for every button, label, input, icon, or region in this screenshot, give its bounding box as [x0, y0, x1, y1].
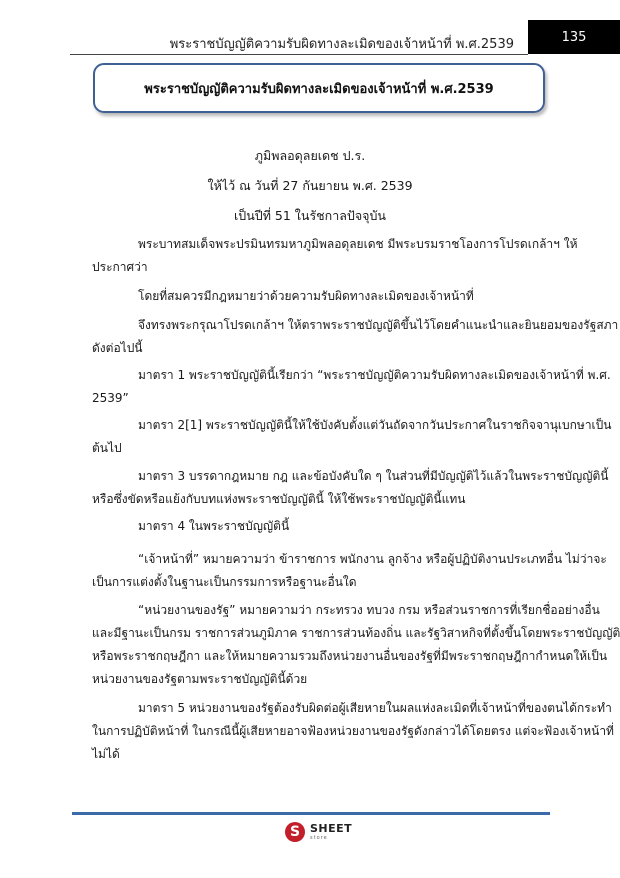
- paragraph-line: มาตรา 3 บรรดากฎหมาย กฎ และข้อบังคับใด ๆ ในส่วนที่มีบัญญัติไว้แล้วในพระราชบัญญัตินี้: [138, 469, 609, 483]
- document-title: พระราชบัญญัติความรับผิดทางละเมิดของเจ้าหน้าที่ พ.ศ.2539: [144, 81, 494, 97]
- paragraph-line: พระบาทสมเด็จพระปรมินทรมหาภูมิพลอดุลยเดช มีพระบรมราชโองการโปรดเกล้าฯ ให้: [138, 237, 578, 251]
- section-3: [92, 465, 609, 511]
- paragraph-line: หรือซึ่งขัดหรือแย้งกับบทแห่งพระราชบัญญัตินี้ ให้ใช้พระราชบัญญัตินี้แทน: [92, 492, 466, 506]
- header-rule: [70, 54, 528, 55]
- footer-rule: [72, 812, 550, 815]
- paragraph-line: หรือพระราชกฤษฎีกา และให้หมายความรวมถึงหน่วยงานอื่นของรัฐที่มีพระราชกฤษฎีกากำหนดให้เป็น: [92, 649, 608, 663]
- section-1: [92, 364, 611, 410]
- paragraph-line: มาตรา 2[1] พระราชบัญญัตินี้ให้ใช้บังคับตั้งแต่วันถัดจากวันประกาศในราชกิจจานุเบกษาเป็น: [138, 418, 612, 432]
- definition-state-agency: [92, 599, 620, 691]
- section-5: [92, 697, 614, 766]
- paragraph-line: 2539”: [92, 391, 129, 405]
- paragraph-line: จึงทรงพระกรุณาโปรดเกล้าฯ ให้ตราพระราชบัญญัติขึ้นไว้โดยคำแนะนำและยินยอมของรัฐสภา: [138, 318, 619, 332]
- running-header-title: พระราชบัญญัติความรับผิดทางละเมิดของเจ้าหน้าที่ พ.ศ.2539: [169, 37, 514, 52]
- sheet-store-logo: [285, 822, 355, 844]
- paragraph-rationale: [92, 285, 560, 308]
- paragraph-royal-command: [92, 233, 578, 279]
- paragraph-line: “เจ้าหน้าที่” หมายความว่า ข้าราชการ พนักงาน ลูกจ้าง หรือผู้ปฏิบัติงานประเภทอื่น ไม่ว่าจะ: [138, 552, 607, 566]
- paragraph-line: มาตรา 1 พระราชบัญญัตินี้เรียกว่า “พระราชบัญญัติความรับผิดทางละเมิดของเจ้าหน้าที่ พ.ศ.: [138, 368, 611, 382]
- paragraph-line: และมีฐานะเป็นกรม ราชการส่วนภูมิภาค ราชการส่วนท้องถิ่น และรัฐวิสาหกิจที่ตั้งขึ้นโดยพระราชบัญญัติ: [92, 626, 620, 640]
- paragraph-line: มาตรา 4 ในพระราชบัญญัตินี้: [138, 519, 290, 533]
- definition-official: [92, 548, 607, 594]
- logo-s-icon: S: [285, 822, 305, 842]
- logo-wordmark: SHEET: [310, 822, 353, 835]
- reign-year-line: เป็นปีที่ 51 ในรัชกาลปัจจุบัน: [234, 208, 386, 223]
- paragraph-line: “หน่วยงานของรัฐ” หมายความว่า กระทรวง ทบวง กรม หรือส่วนราชการที่เรียกชื่ออย่างอื่น: [138, 603, 600, 617]
- paragraph-line: โดยที่สมควรมีกฎหมายว่าด้วยความรับผิดทางละเมิดของเจ้าหน้าที่: [138, 289, 474, 303]
- paragraph-line: เป็นการแต่งตั้งในฐานะเป็นกรรมการหรือฐานะอื่นใด: [92, 575, 357, 589]
- page-number: 135: [528, 20, 620, 54]
- section-4: [92, 515, 560, 538]
- paragraph-line: ต้นไป: [92, 441, 122, 455]
- king-signature-line: ภูมิพลอดุลยเดช ป.ร.: [254, 148, 366, 163]
- document-title-box: [93, 63, 545, 113]
- paragraph-line: หน่วยงานของรัฐตามพระราชบัญญัตินี้ด้วย: [92, 672, 308, 686]
- paragraph-line: ในการปฏิบัติหน้าที่ ในกรณีนี้ผู้เสียหายอาจฟ้องหน่วยงานของรัฐดังกล่าวได้โดยตรง แต่จะฟ้องเจ้าหน้าที่: [92, 724, 614, 738]
- paragraph-line: มาตรา 5 หน่วยงานของรัฐต้องรับผิดต่อผู้เสียหายในผลแห่งละเมิดที่เจ้าหน้าที่ของตนได้กระทำ: [138, 701, 612, 715]
- given-date-line: ให้ไว้ ณ วันที่ 27 กันยายน พ.ศ. 2539: [207, 178, 413, 193]
- paragraph-line: ดังต่อไปนี้: [92, 341, 143, 355]
- paragraph-enactment: [92, 314, 619, 360]
- paragraph-line: ไม่ได้: [92, 747, 120, 761]
- logo-subtext: store: [310, 835, 328, 841]
- section-2: [92, 414, 612, 460]
- paragraph-line: ประกาศว่า: [92, 260, 148, 274]
